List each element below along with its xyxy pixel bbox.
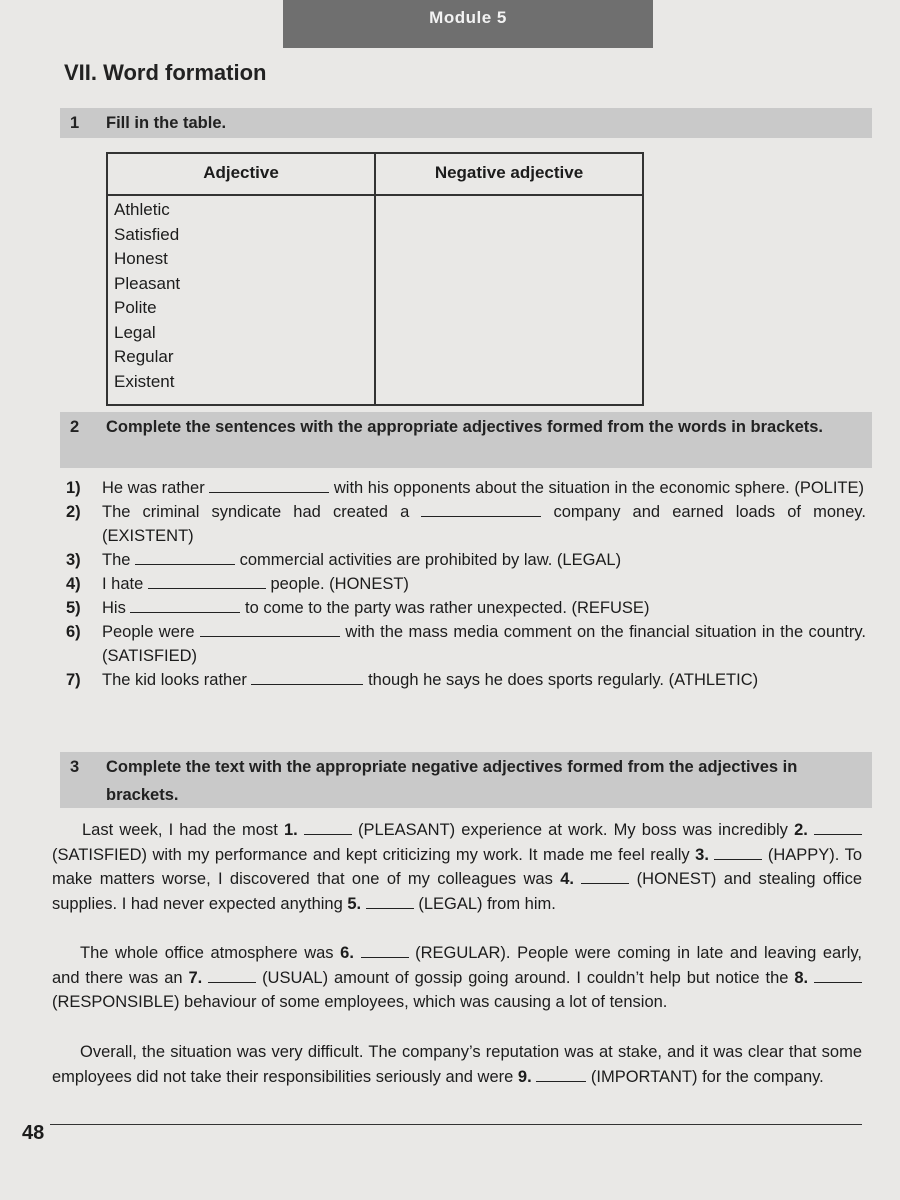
sentence-text: commercial activities are prohibited by law. (LEGAL) bbox=[235, 551, 622, 569]
sentence-text: People were bbox=[102, 623, 200, 641]
sentence-text: His bbox=[102, 599, 131, 617]
task3-paragraph-2: The whole office atmosphere was 6. (REGULAR). People were coming in late and leaving early, and there was an 7. (USUAL) amount of gossip going around. I couldn’t help but notice the 8. (RESPONSIBLE) behaviour of some employees, which was causing a lot of tension. bbox=[52, 944, 862, 1012]
list-item bbox=[66, 596, 866, 620]
answer-blank[interactable] bbox=[209, 478, 329, 493]
adjective-item: Honest bbox=[114, 249, 168, 268]
item-number: 7) bbox=[66, 671, 81, 689]
sentence-text: He was rather bbox=[102, 479, 210, 497]
answer-blank[interactable] bbox=[536, 1067, 586, 1082]
adjective-item: Pleasant bbox=[114, 273, 181, 293]
answer-blank[interactable] bbox=[361, 943, 409, 958]
sentence-text: though he says he does sports regularly. (ATHLETIC) bbox=[363, 671, 759, 689]
sentence-text: The criminal syndicate had created a bbox=[102, 503, 422, 521]
item-number: 5) bbox=[66, 599, 81, 617]
answer-blank[interactable] bbox=[581, 869, 629, 884]
answer-blank[interactable] bbox=[148, 574, 266, 589]
adjective-item: Existent bbox=[114, 371, 175, 391]
table-header-negative: Negative adjective bbox=[375, 153, 643, 195]
task1-header bbox=[60, 108, 872, 138]
item-number: 2) bbox=[66, 503, 81, 521]
list-item bbox=[66, 620, 866, 668]
adjective-item: Athletic bbox=[114, 200, 170, 219]
task3-instruction: Complete the text with the appropriate negative adjectives formed from the adjectives in brackets. bbox=[106, 758, 798, 804]
sentence-text: The bbox=[102, 551, 136, 569]
page-number: 48 bbox=[22, 1122, 45, 1144]
adjective-item: Polite bbox=[114, 298, 157, 317]
list-item bbox=[66, 668, 866, 692]
task1-number: 1 bbox=[70, 114, 80, 132]
sentence-text: The kid looks rather bbox=[102, 671, 252, 689]
answer-blank[interactable] bbox=[200, 622, 340, 637]
item-number: 3) bbox=[66, 551, 81, 569]
answer-blank[interactable] bbox=[714, 845, 762, 860]
list-item bbox=[66, 548, 866, 572]
answer-blank[interactable] bbox=[814, 820, 862, 835]
module-tab: Module 5 bbox=[283, 0, 653, 48]
table-header-adjective: Adjective bbox=[107, 153, 375, 195]
list-item bbox=[66, 476, 866, 500]
sentence-text: I hate bbox=[102, 575, 148, 593]
item-number: 6) bbox=[66, 623, 81, 641]
sentence-text: people. (HONEST) bbox=[265, 575, 409, 593]
answer-blank[interactable] bbox=[421, 502, 541, 517]
task1-instruction: Fill in the table. bbox=[106, 114, 227, 132]
task3-paragraph-3: Overall, the situation was very difficult. The company’s reputation was at stake, and it was clear that some employees did not take their responsibilities seriously and were 9. (IMPORTANT) for the company. bbox=[52, 1043, 862, 1086]
answer-blank[interactable] bbox=[251, 670, 363, 685]
answer-blank[interactable] bbox=[814, 968, 862, 983]
task2-instruction: Complete the sentences with the appropriate adjectives formed from the words in brackets. bbox=[106, 418, 824, 436]
answer-blank[interactable] bbox=[304, 820, 352, 835]
sentence-text: with the mass media comment on the financial situation in the country. (SATISFIED) bbox=[102, 623, 866, 665]
task2-number: 2 bbox=[70, 418, 80, 436]
section-title: VII. Word formation bbox=[64, 60, 267, 85]
adjective-table bbox=[106, 152, 644, 406]
sentence-text: to come to the party was rather unexpected. (REFUSE) bbox=[240, 599, 650, 617]
task3-number: 3 bbox=[70, 758, 80, 776]
negative-adjective-answer-column[interactable] bbox=[375, 195, 643, 405]
item-number: 4) bbox=[66, 575, 81, 593]
answer-blank[interactable] bbox=[130, 598, 240, 613]
task3-header bbox=[60, 752, 872, 808]
item-number: 1) bbox=[66, 479, 81, 497]
answer-blank[interactable] bbox=[208, 968, 256, 983]
adjective-column bbox=[107, 195, 375, 405]
adjective-item: Legal bbox=[114, 322, 156, 342]
task2-header bbox=[60, 412, 872, 468]
adjective-item: Satisfied bbox=[114, 224, 180, 244]
adjective-item: Regular bbox=[114, 347, 174, 366]
task3-paragraph-1: Last week, I had the most 1. (PLEASANT) experience at work. My boss was incredibly 2. (SATISFIED) with my performance and kept criticizing my work. It made me feel really 3. (HAPPY). To make matters worse, I discovered that one of my colleagues was 4. (HONEST) and stealing office supplies. I had never expected anything 5. (LEGAL) from him. bbox=[52, 821, 863, 913]
page-bottom-rule bbox=[50, 1124, 862, 1125]
task2-sentence-list bbox=[66, 476, 866, 692]
sentence-text: with his opponents about the situation in the economic sphere. (POLITE) bbox=[329, 479, 865, 497]
list-item bbox=[66, 500, 866, 548]
sentence-text: company and earned loads of money. (EXISTENT) bbox=[102, 503, 866, 545]
answer-blank[interactable] bbox=[366, 894, 414, 909]
list-item bbox=[66, 572, 866, 596]
answer-blank[interactable] bbox=[135, 550, 235, 565]
